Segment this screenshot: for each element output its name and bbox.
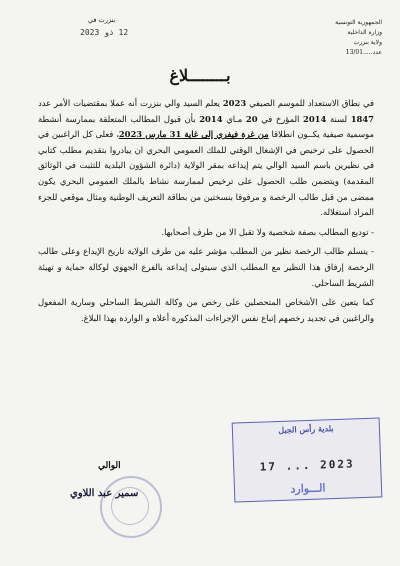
received-stamp — [232, 417, 383, 502]
signatory-title: الوالي — [98, 461, 121, 471]
paragraph-rule-1: - توديع المطالب بصفة شخصية ولا تقبل الا من طرف أصحابها. — [161, 226, 374, 237]
paragraph-intro: في نطاق الاستعداد للموسم الصيفي 2023 يعلم السيد والي بنزرت أنه عملا بمقتضيات الأمر عدد 1847 لسنة 2014 المؤرخ في 20 مـاي 2014 بأن قبول المطالب المتعلقة بممارسة أنشطة موسمية صيفية يكــون انطلاقا من غرة فيفري إلى غاية 31 مارس 2023، فعلى كل الراغبين في الحصول على ترخيص في الإشغال الوقتي للملك العمومي البحري ان يبادروا بتقديم مطلب كتابي في نظيرين باسم السيد الوالي يتم إيداعه بمقر الولاية (دائرة الشؤون البلدية للتثبت في الوثائق المقدمة) ويتضمن طلب الحصول على ترخيص لممارسة نشاط بالملك العمومي البحري يكون ممضى من قبل طالب الرخصة و مرفوقا بنسختين من بطاقة التعريف الوطنية ومثال موقعي للجزء المراد استغلاله. — [38, 98, 374, 218]
reference-number: عدد.....13/01 — [345, 49, 382, 56]
ministry-line: وزارة الداخلية — [347, 29, 382, 36]
paragraph-rule-2: - يتسلم طالب الرخصة نظير من المطلب مؤشر عليه من طرف الولاية تاريخ الإيداع وعلى طالب الرخصة إرفاق هذا النظير مع المطلب الذي سيتولى إيداعه بالفرع الجهوي لوكالة حماية و تهيئة الشريط الساحلي. — [38, 246, 374, 288]
document-title: بــــــــلاغ — [169, 66, 231, 85]
date-stamp: 12 ذو 2023 — [80, 28, 129, 37]
official-seal — [100, 476, 162, 538]
date-block — [80, 16, 129, 37]
paragraph-renewal: كما يتعين على الأشخاص المتحصلين على رخص من وكالة الشريط الساحلي وسارية المفعول والراغبين في تجديد رخصهم إتباع نفس الإجراءات المذكورة أعلاه و الواردة بهذا البلاغ. — [38, 297, 374, 323]
stamp-municipality: بلدية رأس الجبل — [278, 423, 334, 435]
stamp-incoming-label: الـــوارد — [290, 481, 326, 496]
announcement-body — [38, 96, 374, 330]
republic-line: الجمهورية التونسية — [335, 19, 382, 26]
letterhead — [290, 18, 382, 58]
signatory-name: سمير عبد اللاوي — [70, 488, 139, 499]
stamp-date: 17 ... 2023 — [259, 457, 355, 474]
governorate-line: ولاية بنزرت — [353, 39, 382, 46]
city-date-label: بنزرت في — [88, 16, 116, 24]
deadline-highlight: من غرة فيفري إلى غاية 31 مارس 2023 — [118, 129, 269, 140]
